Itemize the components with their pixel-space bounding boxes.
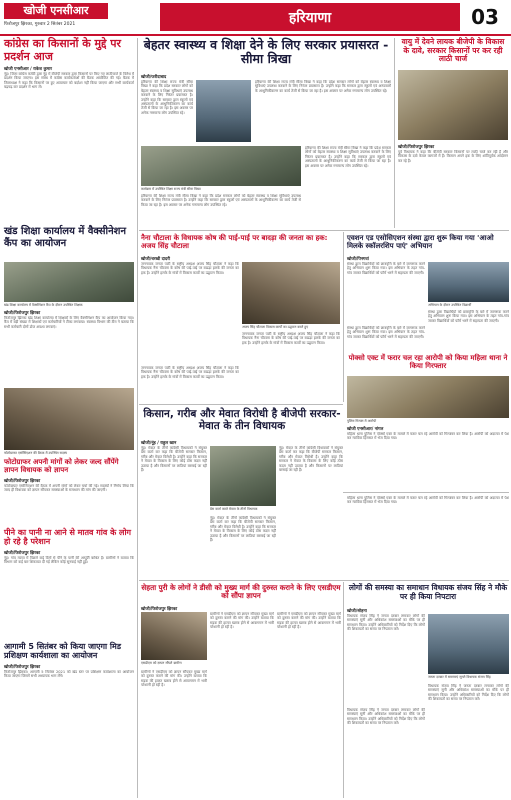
article-body: हरियाणा की शिक्षा राज्य मंत्री सीमा त्रिखा ने कहा कि प्रदेश सरकार लोगों को बेहतर स्वास्थ्य व शिक्षा सुविधाएं उपलब्ध करवाने के लिए निरंतर प्रयासरत है। उन्होंने कहा कि सरकार द्वारा स्कूलों एवं अस्पतालों के आधुनिकीकरण का कार्य तेजी से किया जा रहा है। इस अवसर पर अनेक गणमान्य लोग उपस्थित रहे। bbox=[141, 194, 301, 207]
seema-trikha-photo bbox=[196, 80, 251, 142]
press-conference-photo bbox=[210, 446, 276, 506]
article-body: जननायक जनता पार्टी के राष्ट्रीय अध्यक्ष अजय सिंह चौटाला ने कहा कि विधायक नैना चौटाला के कोष की पाई-पाई पर बाढड़ा हलके की जनता का हक है। उन्होंने हलके के गांवों में विकास कार्यों का उद्घाटन किया। bbox=[141, 262, 239, 275]
article-body: जननायक जनता पार्टी के राष्ट्रीय अध्यक्ष अजय सिंह चौटाला ने कहा कि विधायक नैना चौटाला के कोष की पाई-पाई पर बाढड़ा हलके की जनता का हक है। उन्होंने हलके के गांवों में विकास कार्यों का उद्घाटन किया। bbox=[141, 366, 239, 379]
article-body: ग्रामीणों ने एसडीएम को ज्ञापन सौंपकर मुख्य मार्ग को दुरुस्त कराने की मांग की। उन्होंने बताया कि सड़क की हालत खराब होने से आवागमन में भारी परेशानी हो रही है। bbox=[210, 612, 274, 630]
byline: खोजी/फिरोजपुर झिरका bbox=[398, 144, 435, 149]
byline: खोजी/फिरोजपुर झिरका bbox=[141, 606, 178, 611]
arrest-photo bbox=[347, 376, 509, 418]
photo-caption: कार्यक्रम में उपस्थित शिक्षा राज्य मंत्री सीमा त्रिखा bbox=[141, 187, 201, 191]
memorandum-photo bbox=[141, 612, 207, 660]
photo-caption: खंड शिक्षा कार्यालय में वैक्सीनेशन कैंप के दौरान उपस्थित शिक्षक bbox=[4, 303, 83, 307]
photo-caption: एसडीएम को ज्ञापन सौंपते ग्रामीण bbox=[141, 661, 182, 665]
article-body: महिला थाना पुलिस ने पोक्सो एक्ट के मामले में फरार चल रहे आरोपी को गिरफ्तार कर लिया है। आरोपी को अदालत में पेश कर न्यायिक हिरासत में भेज दिया गया। bbox=[347, 496, 509, 505]
photo-caption: फोटोग्राफर एसोसिएशन की बैठक में उपस्थित सदस्य bbox=[4, 451, 68, 455]
article-body: जननायक जनता पार्टी के राष्ट्रीय अध्यक्ष अजय सिंह चौटाला ने कहा कि विधायक नैना चौटाला के कोष की पाई-पाई पर बाढड़ा हलके की जनता का हक है। उन्होंने हलके के गांवों में विकास कार्यों का उद्घाटन किया। bbox=[242, 332, 340, 345]
article-body: नूंह। मेवात के तीनों कांग्रेसी विधायकों ने संयुक्त प्रेस वार्ता कर कहा कि बीजेपी सरकार किसान, गरीब और मेवात विरोधी है। उन्होंने कहा कि सरकार ने मेवात के विकास के लिए कोई ठोस कदम नहीं उठाया है और किसानों पर लाठियां बरसाई जा रही हैं। bbox=[279, 446, 343, 473]
article-body: फिरोजपुर झिरका। आगामी 5 सितंबर 2021 को खंड स्तर पर प्रशिक्षण कार्यशाला का आयोजन किया जाएगा जिसमें सभी अध्यापक भाग लेंगे। bbox=[4, 670, 134, 679]
section-divider bbox=[139, 580, 509, 581]
photographers-meeting-photo bbox=[4, 388, 134, 450]
masthead bbox=[0, 0, 511, 34]
headline-mewat-mlas: किसान, गरीब और मेवात विरोधी है बीजेपी सरकार-मेवात के तीन विधायक bbox=[143, 408, 341, 433]
former-mla-photo bbox=[398, 70, 508, 140]
article-body: नूंह। मेवात के तीनों कांग्रेसी विधायकों ने संयुक्त प्रेस वार्ता कर कहा कि बीजेपी सरकार किसान, गरीब और मेवात विरोधी है। उन्होंने कहा कि सरकार ने मेवात के विकास के लिए कोई ठोस कदम नहीं उठाया है और किसानों पर लाठियां बरसाई जा रही हैं। bbox=[141, 446, 207, 473]
article-body: हरियाणा की शिक्षा राज्य मंत्री सीमा त्रिखा ने कहा कि प्रदेश सरकार लोगों को बेहतर स्वास्थ्य व शिक्षा सुविधाएं उपलब्ध करवाने के लिए निरंतर प्रयासरत है। उन्होंने कहा कि सरकार द्वारा स्कूलों एवं अस्पतालों के आधुनिकीकरण का कार्य तेजी से किया जा रहा है। इस अवसर पर अनेक गणमान्य लोग उपस्थित रहे। bbox=[141, 80, 193, 115]
headline-training-workshop: आगामी 5 सितंबर को किया जाएगा मिड प्रशिक्षण कार्यशाला का आयोजन bbox=[4, 642, 122, 661]
article-body: महिला थाना पुलिस ने पोक्सो एक्ट के मामले में फरार चल रहे आरोपी को गिरफ्तार कर लिया है। आरोपी को अदालत में पेश कर न्यायिक हिरासत में भेज दिया गया। bbox=[347, 432, 509, 441]
byline: खोजी/चरखी दादरी bbox=[141, 256, 170, 261]
article-body: विधायक संजय सिंह ने जनता दरबार लगाकर लोगों की समस्याएं सुनी और अधिकांश समस्याओं का मौके पर ही समाधान किया। उन्होंने अधिकारियों को निर्देश दिए कि लोगों की शिकायतों का समय पर निपटारा करें। bbox=[347, 708, 425, 726]
byline: खोजी/फिरोजपुर झिरका bbox=[4, 310, 41, 315]
section-title: हरियाणा bbox=[288, 10, 332, 26]
dateline: फिरोजपुर झिरका, गुरुवार 2 सितंबर 2021 bbox=[4, 22, 76, 27]
byline: खोजी/पिनगवां bbox=[347, 256, 369, 261]
headline-scholarship-campaign: एवशन एड एसोसिएशन संस्था द्वारा शुरू किया गया 'आओ मिलके स्कॉलरशिप पाएं' अभियान bbox=[347, 234, 494, 251]
article-body: पूर्व विधायक ने कहा कि बीजेपी सरकार किसानों पर लाठी चार्ज कर रही है और विकास के दावे केवल कागजों में हैं। किसान अपने हक के लिए शांतिपूर्वक आंदोलन कर रहे हैं। bbox=[398, 150, 508, 163]
headline-pocso-arrest: पोक्सो एक्ट में फरार चल रहा आरोपी को किया महिला थाना ने किया गिरफ्तार bbox=[348, 354, 508, 371]
byline: खोजी/फरीदाबाद bbox=[141, 74, 167, 79]
article-body: संस्था द्वारा विद्यार्थियों को छात्रवृत्ति के बारे में जागरूक करने हेतु अभियान शुरू किया गया। इस अभियान के तहत गांव-गांव जाकर विद्यार्थियों को फॉर्म भरने में सहायता की जाएगी। bbox=[428, 310, 509, 323]
article-body: फोटोग्राफर एसोसिएशन की बैठक में अपनी मांगों को लेकर चर्चा की गई। सदस्यों ने निर्णय लिया कि जल्द ही विधायक को ज्ञापन सौंपकर समस्याओं के समाधान की मांग की जाएगी। bbox=[4, 484, 134, 493]
byline: खोजी/फिरोजपुर झिरका bbox=[4, 550, 41, 555]
photo-caption: जनता दरबार में समस्याएं सुनते विधायक संजय सिंह bbox=[428, 675, 491, 679]
article-body: नूंह। गांव मातव में पिछले कई दिनों से पीने के पानी की आपूर्ति बाधित है। ग्रामीणों ने बताया कि विभाग को कई बार शिकायत दी गई लेकिन कोई सुनवाई नहीं हुई। bbox=[4, 556, 134, 565]
byline: खोजी एनसीआर / राकेश कुमार bbox=[4, 66, 52, 71]
photo-caption: अभियान के दौरान उपस्थित विद्यार्थी bbox=[428, 303, 472, 307]
page-number: 03 bbox=[463, 2, 507, 32]
headline-seema-trikha: बेहतर स्वास्थ्य व शिक्षा देने के लिए सरकार प्रयासरत - सीमा त्रिखा bbox=[143, 37, 389, 67]
article-body: ग्रामीणों ने एसडीएम को ज्ञापन सौंपकर मुख्य मार्ग को दुरुस्त कराने की मांग की। उन्होंने बताया कि सड़क की हालत खराब होने से आवागमन में भारी परेशानी हो रही है। bbox=[141, 670, 207, 688]
vaccination-camp-photo bbox=[4, 262, 134, 302]
scholarship-campaign-photo bbox=[428, 262, 509, 302]
column-divider bbox=[343, 582, 344, 798]
headline-sanjay-singh: लोगों की समस्या का समाधान विधायक संजय सिंह ने मौके पर ही किया निपटारा bbox=[348, 583, 508, 601]
section-divider bbox=[343, 492, 509, 493]
article-body: संस्था द्वारा विद्यार्थियों को छात्रवृत्ति के बारे में जागरूक करने हेतु अभियान शुरू किया गया। इस अभियान के तहत गांव-गांव जाकर विद्यार्थियों को फॉर्म भरने में सहायता की जाएगी। bbox=[347, 262, 425, 275]
headline-vaccination-camp: खंड शिक्षा कार्यालय में वैक्सीनेशन कैंप का आयोजन bbox=[4, 226, 127, 249]
column-divider bbox=[137, 38, 138, 798]
article-body: हरियाणा की शिक्षा राज्य मंत्री सीमा त्रिखा ने कहा कि प्रदेश सरकार लोगों को बेहतर स्वास्थ्य व शिक्षा सुविधाएं उपलब्ध करवाने के लिए निरंतर प्रयासरत है। उन्होंने कहा कि सरकार द्वारा स्कूलों एवं अस्पतालों के आधुनिकीकरण का कार्य तेजी से किया जा रहा है। इस अवसर पर अनेक गणमान्य लोग उपस्थित रहे। bbox=[305, 146, 391, 168]
byline: खोजी/फिरोजपुर झिरका bbox=[4, 664, 41, 669]
byline: खोजी/नूंह / राहुल खान bbox=[141, 440, 177, 445]
byline: खोजी एनसीआर/ नांगल bbox=[347, 426, 384, 431]
event-group-photo bbox=[141, 146, 301, 186]
section-banner bbox=[160, 3, 460, 31]
photo-caption: प्रेस वार्ता करते मेवात के तीनों विधायक bbox=[210, 507, 258, 511]
byline: खोजी/फिरोजपुर झिरका bbox=[4, 478, 41, 483]
headline-bjp-lathicharge: वायु में देवने लायक बीजेपी के विकास के दावे, सरकार किसानों पर कर रही लाठी चार्ज bbox=[401, 37, 505, 64]
article-body: विधायक संजय सिंह ने जनता दरबार लगाकर लोगों की समस्याएं सुनी और अधिकांश समस्याओं का मौके पर ही समाधान किया। उन्होंने अधिकारियों को निर्देश दिए कि लोगों की शिकायतों का समय पर निपटारा करें। bbox=[347, 614, 425, 632]
article-body: विधायक संजय सिंह ने जनता दरबार लगाकर लोगों की समस्याएं सुनी और अधिकांश समस्याओं का मौके पर ही समाधान किया। उन्होंने अधिकारियों को निर्देश दिए कि लोगों की शिकायतों का समय पर निपटारा करें। bbox=[428, 684, 509, 702]
janta-darbar-photo bbox=[428, 614, 509, 674]
article-body: संस्था द्वारा विद्यार्थियों को छात्रवृत्ति के बारे में जागरूक करने हेतु अभियान शुरू किया गया। इस अभियान के तहत गांव-गांव जाकर विद्यार्थियों को फॉर्म भरने में सहायता की जाएगी। bbox=[347, 326, 425, 339]
photo-caption: पुलिस गिरफ्त में आरोपी bbox=[347, 419, 377, 423]
headline-congress-protest: कांग्रेस का किसानों के मुद्दे पर प्रदर्शन आज bbox=[4, 37, 122, 63]
article-body: नूंह। मेवात के तीनों कांग्रेसी विधायकों ने संयुक्त प्रेस वार्ता कर कहा कि बीजेपी सरकार किसान, गरीब और मेवात विरोधी है। उन्होंने कहा कि सरकार ने मेवात के विकास के लिए कोई ठोस कदम नहीं उठाया है और किसानों पर लाठियां बरसाई जा रही हैं। bbox=[210, 516, 276, 543]
headline-road-memorandum: सेहता पुरी के लोगों ने डीसी को मुख्य मार्ग की दुरुस्त कराने के लिए एसडीएम को सौंपा ज्ञापन bbox=[141, 583, 341, 601]
column-divider bbox=[394, 38, 395, 228]
headline-water-shortage: पीने का पानी ना आने से मातव गांव के लोग हो रहे है परेशान bbox=[4, 528, 132, 547]
byline: खोजी/सोहना bbox=[347, 608, 367, 613]
headline-naina-chautala: नैना चौटाला के विधायक कोष की पाई-पाई पर बादड़ा की जनता का हक: अजय सिंह चौटाला bbox=[141, 234, 328, 251]
section-divider bbox=[139, 230, 509, 231]
article-body: नूंह। जिला कांग्रेस कमेटी द्वारा नूंह में बीजेपी सरकार द्वारा किसानों पर किए गए लाठीचार्ज के विरोध में प्रदर्शन किया जाएगा। इस संबंध में कांग्रेस कार्यकर्ताओं की बैठक आयोजित की गई। बैठक में जिलाध्यक्ष ने कहा कि किसानों पर हुए अत्याचार को बर्दाश्त नहीं किया जाएगा और सभी कार्यकर्ता बढ़चढ़ कर प्रदर्शन में भाग लें। bbox=[4, 72, 134, 90]
section-divider bbox=[139, 404, 343, 405]
chautala-event-photo bbox=[242, 262, 340, 324]
top-rule bbox=[0, 34, 511, 36]
photo-caption: अजय सिंह चौटाला विकास कार्यों का उद्घाटन करते हुए bbox=[242, 325, 309, 329]
newspaper-logo: खोजी एनसीआर bbox=[4, 3, 108, 19]
article-body: फिरोजपुर झिरका खंड शिक्षा कार्यालय में शिक्षकों के लिए वैक्सीनेशन कैंप का आयोजन किया गया। कैंप में बड़ी संख्या में शिक्षकों एवं कर्मचारियों ने टीका लगवाया। स्वास्थ्य विभाग की टीम ने बताया कि सभी कर्मचारी दोनों डोज अवश्य लगवाएं। bbox=[4, 316, 134, 329]
article-body: हरियाणा की शिक्षा राज्य मंत्री सीमा त्रिखा ने कहा कि प्रदेश सरकार लोगों को बेहतर स्वास्थ्य व शिक्षा सुविधाएं उपलब्ध करवाने के लिए निरंतर प्रयासरत है। उन्होंने कहा कि सरकार द्वारा स्कूलों एवं अस्पतालों के आधुनिकीकरण का कार्य तेजी से किया जा रहा है। इस अवसर पर अनेक गणमान्य लोग उपस्थित रहे। bbox=[255, 80, 391, 93]
column-divider bbox=[343, 232, 344, 402]
article-body: ग्रामीणों ने एसडीएम को ज्ञापन सौंपकर मुख्य मार्ग को दुरुस्त कराने की मांग की। उन्होंने बताया कि सड़क की हालत खराब होने से आवागमन में भारी परेशानी हो रही है। bbox=[277, 612, 341, 630]
headline-photographers-demands: फोटोग्राफर अपनी मांगों को लेकर जल्द सौंपेंगे ज्ञापन विधायक को ज्ञापन bbox=[4, 458, 119, 475]
